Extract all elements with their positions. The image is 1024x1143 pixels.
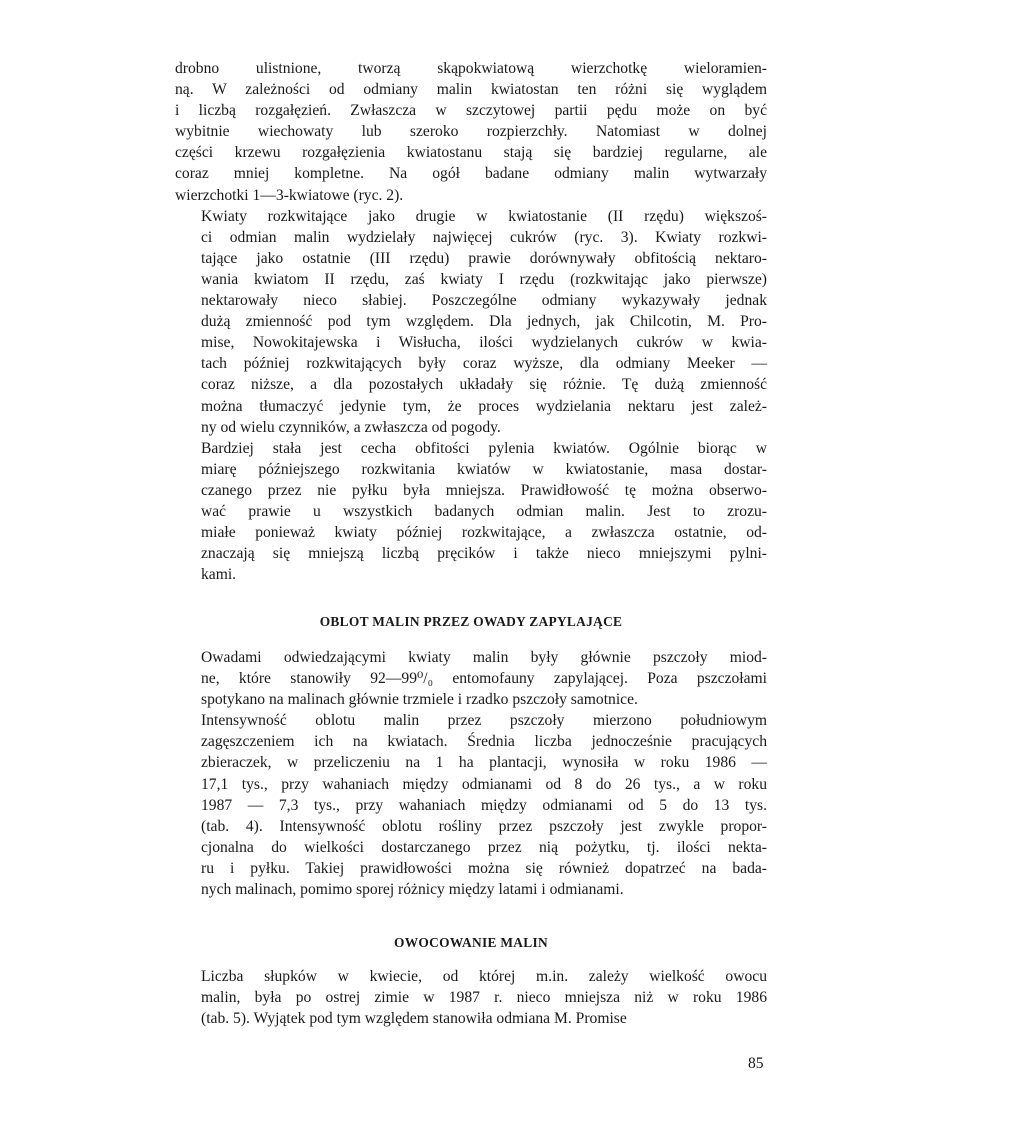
text-line: cjonalna do wielkości dostarczanego przez nią pożytku, tj. ilości nekta- <box>201 838 767 856</box>
text-block-flowering <box>175 58 767 585</box>
text-line: malin, była po ostrej zimie w 1987 r. nieco mniejsza niż w roku 1986 <box>201 989 767 1007</box>
paragraph <box>175 710 767 900</box>
text-line: (tab. 4). Intensywność oblotu rośliny przez pszczoły jest zwykle propor- <box>201 817 767 835</box>
text-line: wania kwiatom II rzędu, zaś kwiaty I rzędu (rozkwitając jako pierwsze) <box>201 270 767 288</box>
page-number: 85 <box>748 1055 764 1072</box>
text-line: czanego przez nie pyłku była mniejsza. Prawidłowość tę można obserwo- <box>201 481 767 499</box>
text-line: 1987 — 7,3 tys., przy wahaniach między odmianami od 5 do 13 tys. <box>201 796 767 814</box>
text-line: wierzchotki 1—3-kwiatowe (ryc. 2). <box>175 186 404 204</box>
text-line: coraz niższe, a dla pozostałych układały się różnie. Tę dużą zmienność <box>201 376 767 394</box>
text-line: miarę późniejszego rozkwitania kwiatów w kwiatostanie, masa dostar- <box>201 460 767 478</box>
text-line: wać prawie u wszystkich badanych odmian malin. Jest to zrozu- <box>201 502 767 520</box>
text-line: tające jako ostatnie (III rzędu) prawie dorównywały obfitością nektaro- <box>201 249 767 267</box>
text-line: spotykano na malinach głównie trzmiele i rzadko pszczoły samotnice. <box>201 691 638 709</box>
text-line: dużą zmienność pod tym względem. Dla jednych, jak Chilcotin, M. Pro- <box>201 313 767 331</box>
paragraph <box>175 206 767 438</box>
text-line: mise, Nowokitajewska i Wisłucha, ilości wydzielanych cukrów w kwia- <box>201 334 767 352</box>
section-heading: OBLOT MALIN PRZEZ OWADY ZAPYLAJĄCE <box>319 614 623 629</box>
text-line: drobno ulistnione, tworzą skąpokwiatową wierzchotkę wieloramien- <box>175 60 767 77</box>
text-line: zagęszczeniem ich na kwiatach. Średnia liczba jednocześnie pracujących <box>201 733 767 751</box>
text-line: ny od wielu czynników, a zwłaszcza od pogody. <box>201 418 501 436</box>
text-block-pollination <box>175 647 767 900</box>
text-line: ru i pyłku. Takiej prawidłowości można się również dopatrzeć na bada- <box>201 859 767 877</box>
paragraph <box>175 438 767 586</box>
text-line: miałe ponieważ kwiaty później rozkwitające, a zwłaszcza ostatnie, od- <box>201 524 767 542</box>
text-line: coraz mniej kompletne. Na ogół badane odmiany malin wytwarzały <box>175 165 767 183</box>
text-line: Owadami odwiedzającymi kwiaty malin były głównie pszczoły miod- <box>201 649 767 666</box>
text-line: i liczbą rozgałęzień. Zwłaszcza w szczytowej partii pędu może on być <box>175 102 767 120</box>
text-line: kami. <box>201 566 237 584</box>
text-block-fruiting <box>175 966 767 1029</box>
paragraph <box>175 966 767 1029</box>
text-line: Intensywność oblotu malin przez pszczoły mierzono południowym <box>201 712 767 730</box>
text-line: Kwiaty rozkwitające jako drugie w kwiatostanie (II rzędu) większoś- <box>201 207 767 225</box>
text-line: (tab. 5). Wyjątek pod tym względem stanowiła odmiana M. Promise <box>201 1010 627 1028</box>
paragraph <box>175 647 767 710</box>
text-line: 17,1 tys., przy wahaniach między odmianami od 8 do 26 tys., a w roku <box>201 775 767 793</box>
text-line: nektarowały nieco słabiej. Poszczególne odmiany wykazywały jednak <box>201 292 767 310</box>
text-line: zbieraczek, w przeliczeniu na 1 ha plantacji, wynosiła w roku 1986 — <box>201 754 767 772</box>
text-line: wybitnie wiechowaty lub szeroko rozpierzchły. Natomiast w dolnej <box>175 123 767 141</box>
text-line: ne, które stanowiły 92—99⁰/₀ entomofauny zapylającej. Poza pszczołami <box>201 670 767 688</box>
text-line: ną. W zależności od odmiany malin kwiatostan ten różni się wyglądem <box>175 81 767 99</box>
text-line: znaczają się mniejszą liczbą pręcików i także nieco mniejszymi pylni- <box>201 545 767 563</box>
text-line: Liczba słupków w kwiecie, od której m.in. zależy wielkość owocu <box>201 968 767 985</box>
text-line: tach później rozkwitających były coraz wyższe, dla odmiany Meeker — <box>201 355 767 373</box>
text-line: można tłumaczyć jedynie tym, że proces wydzielania nektaru jest zależ- <box>201 397 767 415</box>
text-line: nych malinach, pomimo sporej różnicy między latami i odmianami. <box>201 881 624 899</box>
text-line: Bardziej stała jest cecha obfitości pylenia kwiatów. Ogólnie biorąc w <box>201 439 767 457</box>
text-line: części krzewu rozgałęzienia kwiatostanu stają się bardziej regularne, ale <box>175 144 767 162</box>
paragraph <box>175 58 767 206</box>
section-heading: OWOCOWANIE MALIN <box>394 935 548 950</box>
text-line: ci odmian malin wydzielały najwięcej cukrów (ryc. 3). Kwiaty rozkwi- <box>201 228 767 246</box>
